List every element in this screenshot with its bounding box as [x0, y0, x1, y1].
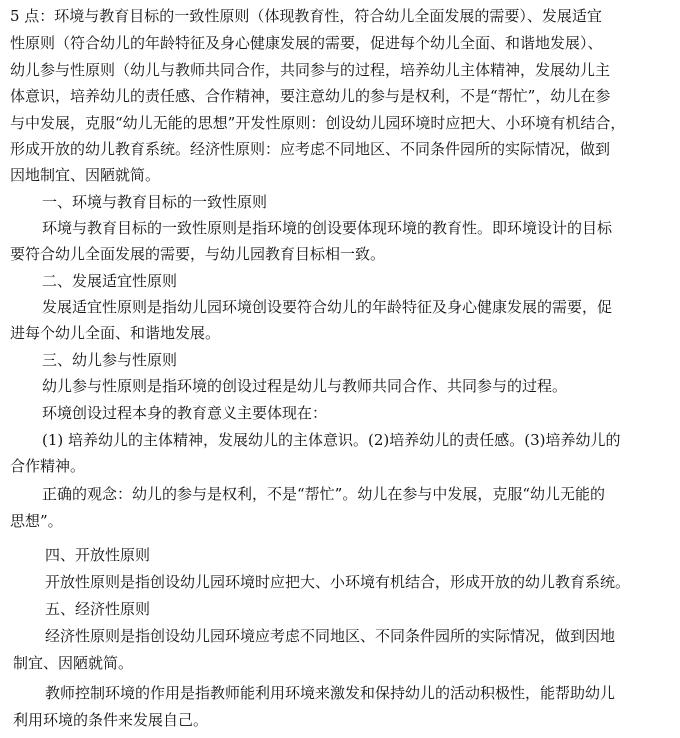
- text-line: 正确的观念：幼儿的参与是权利，不是“帮忙”。幼儿在参与中发展，克服“幼儿无能的: [42, 485, 606, 503]
- text-line: 发展适宜性原则是指幼儿园环境创设要符合幼儿的年龄特征及身心健康发展的需要，促: [42, 298, 613, 316]
- section-heading: 五、经济性原则: [45, 600, 151, 618]
- text-line: 性原则（符合幼儿的年龄特征及身心健康发展的需要，促进每个幼儿全面、和谐地发展）、: [10, 34, 603, 52]
- text-line: 教师控制环境的作用是指教师能利用环境来激发和保持幼儿的活动积极性，能帮助幼儿: [45, 684, 616, 702]
- section-heading: 一、环境与教育目标的一致性原则: [42, 193, 268, 211]
- section-heading: 四、开放性原则: [45, 546, 151, 564]
- text-line: 合作精神。: [10, 457, 86, 475]
- text-line: (1) 培养幼儿的主体精神，发展幼儿的主体意识。(2)培养幼儿的责任感。(3)培养幼儿的: [42, 431, 621, 449]
- text-line: 制宜、因陋就简。: [13, 654, 134, 672]
- text-line: 因地制宜、因陋就简。: [10, 166, 161, 184]
- text-line: 进每个幼儿全面、和谐地发展。: [10, 324, 221, 342]
- text-line: 要符合幼儿全面发展的需要，与幼儿园教育目标相一致。: [10, 245, 386, 263]
- section-heading: 三、幼儿参与性原则: [42, 351, 178, 369]
- text-line: 体意识，培养幼儿的责任感、合作精神，要注意幼儿的参与是权利，不是“帮忙”，幼儿在参: [10, 87, 611, 105]
- text-line: 利用环境的条件来发展自己。: [13, 711, 209, 729]
- text-line: 幼儿参与性原则是指环境的创设过程是幼儿与教师共同合作、共同参与的过程。: [42, 377, 568, 395]
- text-line: 形成开放的幼儿教育系统。经济性原则：应考虑不同地区、不同条件园所的实际情况，做到: [10, 140, 611, 158]
- text-line: 环境与教育目标的一致性原则是指环境的创设要体现环境的教育性。即环境设计的目标: [42, 219, 613, 237]
- text-line: 环境创设过程本身的教育意义主要体现在：: [42, 404, 328, 422]
- text-line: 与中发展，克服“幼儿无能的思想”开发性原则：创设幼儿园环境时应把大、小环境有机结合，: [10, 114, 626, 132]
- section-heading: 二、发展适宜性原则: [42, 272, 178, 290]
- text-line: 思想”。: [10, 512, 63, 530]
- text-line: 开放性原则是指创设幼儿园环境时应把大、小环境有机结合，形成开放的幼儿教育系统。: [45, 573, 631, 591]
- text-line: 经济性原则是指创设幼儿园环境应考虑不同地区、不同条件园所的实际情况，做到因地: [45, 627, 616, 645]
- text-line: 5 点：环境与教育目标的一致性原则（体现教育性，符合幼儿全面发展的需要）、发展适宜: [10, 7, 602, 25]
- text-line: 幼儿参与性原则（幼儿与教师共同合作，共同参与的过程，培养幼儿主体精神，发展幼儿主: [10, 61, 611, 79]
